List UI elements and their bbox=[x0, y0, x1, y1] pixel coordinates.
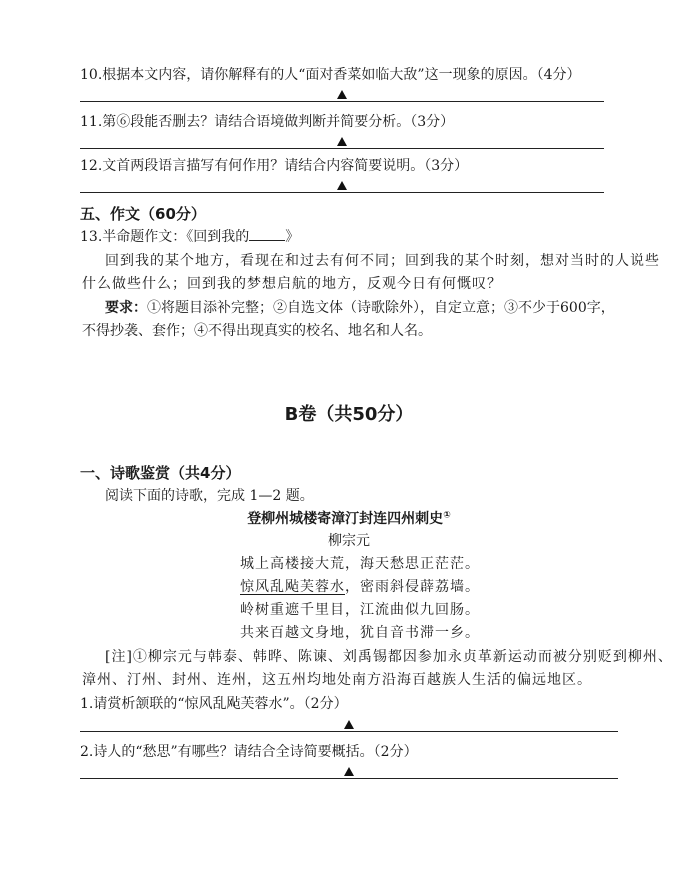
poem-line-1: 城上高楼接大荒，海天愁思正茫茫。 bbox=[240, 556, 480, 572]
composition-requirements-2: 不得抄袭、套作；④不得出现真实的校名、地名和人名。 bbox=[82, 323, 432, 339]
triangle-icon bbox=[344, 767, 354, 776]
answer-line-poetry-2[interactable] bbox=[80, 757, 618, 779]
poem-title bbox=[0, 508, 698, 528]
prompt-prefix: 13.半命题作文：《回到我的 bbox=[80, 229, 250, 245]
composition-desc-2: 什么做些什么；回到我的梦想启航的地方，反观今日有何慨叹？ bbox=[82, 276, 502, 292]
poem-note-1: [注]①柳宗元与韩泰、韩晔、陈谏、刘禹锡都因参加永贞革新运动而被分别贬到柳州、 bbox=[105, 649, 673, 665]
triangle-icon bbox=[344, 720, 354, 729]
triangle-icon bbox=[337, 181, 347, 190]
answer-rule bbox=[80, 731, 618, 732]
composition-requirements-1 bbox=[105, 297, 615, 317]
poem-line-3: 岭树重遮千里目，江流曲似九回肠。 bbox=[240, 602, 480, 618]
poetry-question-2: 2.诗人的“愁思”有哪些？请结合全诗简要概括。（2分） bbox=[80, 744, 418, 760]
composition-desc-1: 回到我的某个地方，看现在和过去有何不同；回到我的某个时刻，想对当时的人说些 bbox=[105, 253, 660, 269]
poem-note-2: 漳州、汀州、封州、连州，这五州均地处南方沿海百越族人生活的偏远地区。 bbox=[82, 672, 592, 688]
triangle-icon bbox=[337, 137, 347, 146]
triangle-icon bbox=[337, 90, 347, 99]
question-11: 11.第⑥段能否删去？请结合语境做判断并简要分析。（3分） bbox=[80, 114, 455, 130]
requirement-text: ①将题目添补完整；②自选文体（诗歌除外），自定立意；③不少于600字， bbox=[147, 300, 615, 316]
answer-line-11[interactable] bbox=[80, 127, 604, 149]
answer-line-poetry-1[interactable] bbox=[80, 710, 618, 732]
question-12: 12.文首两段语言描写有何作用？请结合内容简要说明。（3分） bbox=[80, 158, 469, 174]
answer-rule bbox=[80, 192, 604, 193]
poem-title-text: 登柳州城楼寄漳汀封连四州刺史 bbox=[247, 511, 444, 527]
poem-author: 柳宗元 bbox=[328, 533, 370, 549]
requirement-label: 要求： bbox=[105, 300, 147, 316]
poem-line-4: 共来百越文身地，犹自音书滞一乡。 bbox=[240, 625, 480, 641]
poetry-heading: 一、诗歌鉴赏（共4分） bbox=[80, 464, 241, 482]
poem-line-2-underlined: 惊风乱飐芙蓉水 bbox=[240, 579, 345, 595]
answer-line-12[interactable] bbox=[80, 171, 604, 193]
answer-rule bbox=[80, 101, 604, 102]
poetry-instruction: 阅读下面的诗歌，完成 1—2 题。 bbox=[105, 488, 314, 504]
volume-b-title: B卷（共50分） bbox=[284, 404, 414, 425]
composition-heading: 五、作文（60分） bbox=[80, 205, 206, 223]
poem-line-2-rest: ，密雨斜侵薜荔墙。 bbox=[345, 579, 480, 595]
prompt-suffix: 》 bbox=[285, 229, 300, 245]
answer-rule bbox=[80, 778, 618, 779]
answer-line-10[interactable] bbox=[80, 80, 604, 102]
composition-prompt bbox=[80, 226, 299, 246]
answer-rule bbox=[80, 148, 604, 149]
title-blank[interactable] bbox=[249, 228, 285, 241]
poem-title-note: ① bbox=[443, 510, 451, 521]
question-10: 10.根据本文内容，请你解释有的人“面对香菜如临大敌”这一现象的原因。（4分） bbox=[80, 67, 581, 83]
poem-line-2 bbox=[240, 576, 480, 596]
poetry-question-1: 1.请赏析颔联的“惊风乱飐芙蓉水”。（2分） bbox=[80, 696, 348, 712]
